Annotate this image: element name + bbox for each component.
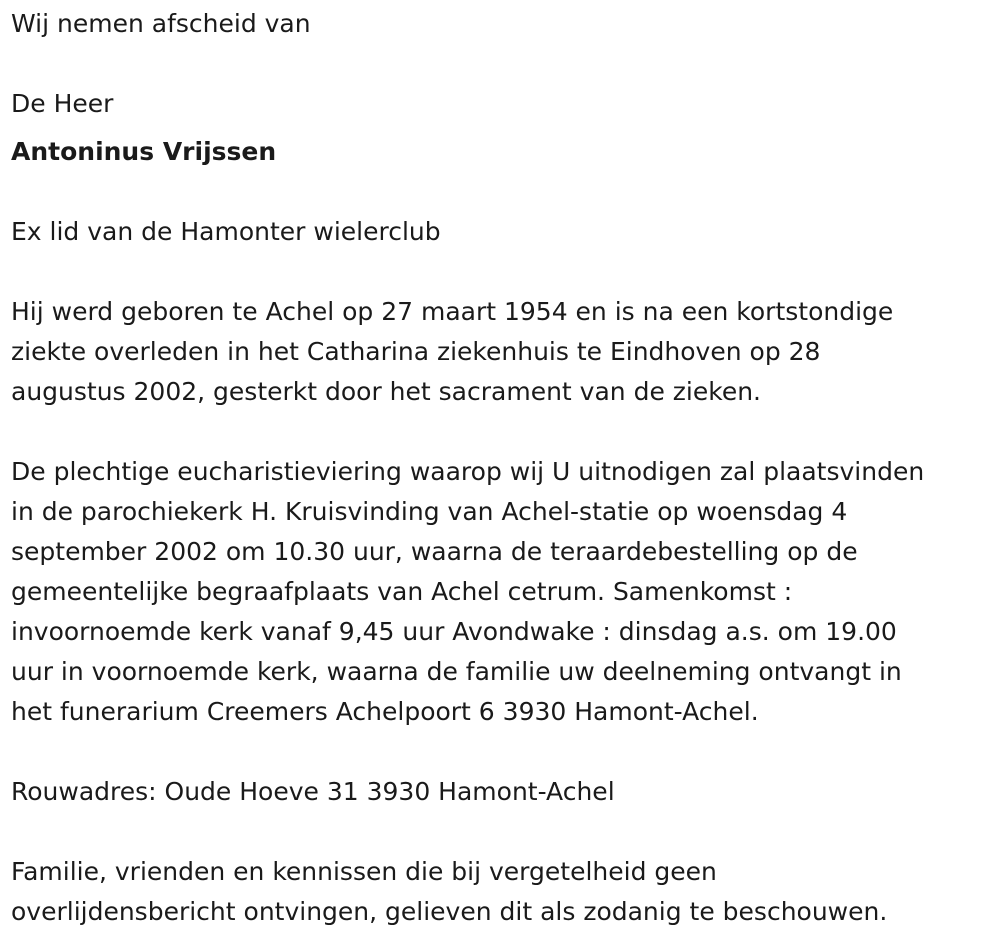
deceased-name: Antoninus Vrijssen <box>11 137 277 166</box>
mourning-address: Rouwadres: Oude Hoeve 31 3930 Hamont-Achel <box>11 777 615 806</box>
spacer <box>11 732 991 772</box>
honorific: De Heer <box>11 89 114 118</box>
paragraph-line: augustus 2002, gesterkt door het sacrament van de zieken. <box>11 377 761 406</box>
paragraph-line: het funerarium Creemers Achelpoort 6 3930 Hamont-Achel. <box>11 697 759 726</box>
paragraph-line: Familie, vrienden en kennissen die bij vergetelheid geen <box>11 857 717 886</box>
spacer <box>11 252 991 292</box>
spacer <box>11 812 991 852</box>
spacer <box>11 44 991 84</box>
paragraph-line: invoornoemde kerk vanaf 9,45 uur Avondwake : dinsdag a.s. om 19.00 <box>11 617 897 646</box>
paragraph-line: gemeentelijke begraafplaats van Achel cetrum. Samenkomst : <box>11 577 793 606</box>
ceremony-paragraph <box>11 452 991 732</box>
paragraph-line: ziekte overleden in het Catharina ziekenhuis te Eindhoven op 28 <box>11 337 821 366</box>
birth-death-paragraph <box>11 292 991 412</box>
membership-line: Ex lid van de Hamonter wielerclub <box>11 217 441 246</box>
spacer <box>11 412 991 452</box>
paragraph-line: uur in voornoemde kerk, waarna de familie uw deelneming ontvangt in <box>11 657 902 686</box>
closing-paragraph <box>11 852 991 932</box>
paragraph-line: Hij werd geboren te Achel op 27 maart 1954 en is na een kortstondige <box>11 297 894 326</box>
paragraph-line: overlijdensbericht ontvingen, gelieven dit als zodanig te beschouwen. <box>11 897 888 926</box>
intro-line: Wij nemen afscheid van <box>11 9 311 38</box>
spacer <box>11 172 991 212</box>
paragraph-line: in de parochiekerk H. Kruisvinding van Achel-statie op woensdag 4 <box>11 497 848 526</box>
obituary-notice <box>11 4 991 932</box>
paragraph-line: september 2002 om 10.30 uur, waarna de teraardebestelling op de <box>11 537 858 566</box>
paragraph-line: De plechtige eucharistieviering waarop wij U uitnodigen zal plaatsvinden <box>11 457 925 486</box>
